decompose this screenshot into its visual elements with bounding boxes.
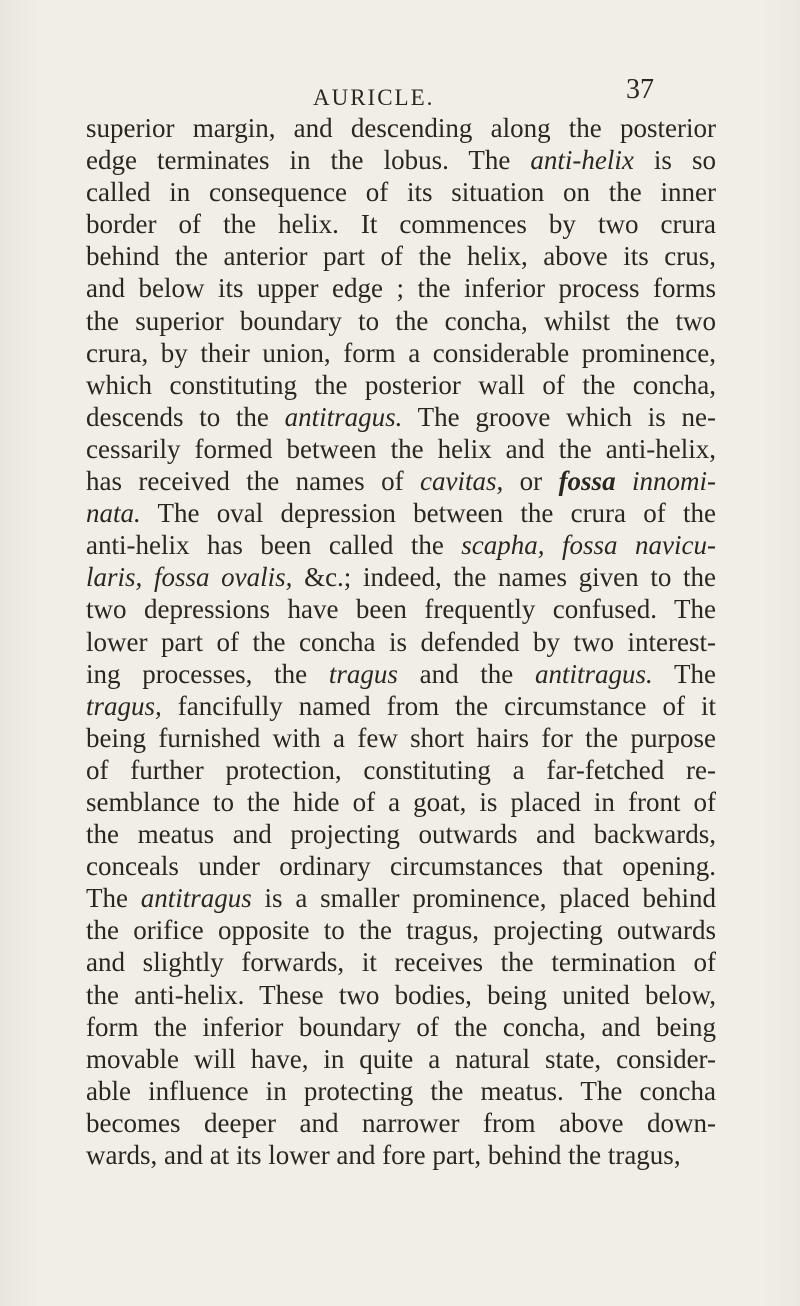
text-segment: of further protection, constituting a far-fetched re- [86, 754, 716, 785]
text-line [86, 465, 716, 497]
text-line [86, 144, 716, 176]
text-segment: cessarily formed between the helix and the anti-helix, [86, 433, 716, 464]
text-line [86, 1107, 716, 1139]
text-segment: the anti-helix. These two bodies, being united below, [86, 979, 716, 1010]
text-segment: being furnished with a few short hairs for the purpose [86, 722, 716, 753]
text-line [86, 240, 716, 272]
emphasized-term: tragus, [86, 690, 162, 721]
text-line [86, 850, 716, 882]
text-segment: border of the helix. It commences by two crura [86, 209, 716, 240]
text-segment: form the inferior boundary of the concha, and being [86, 1011, 716, 1042]
text-line [86, 1075, 716, 1107]
text-line [86, 593, 716, 625]
emphasized-term: nata. [86, 498, 141, 529]
text-segment: behind the anterior part of the helix, above its crus, [86, 241, 716, 272]
text-line [86, 1139, 716, 1171]
text-segment: becomes deeper and narrower from above down- [86, 1107, 716, 1138]
text-line [86, 658, 716, 690]
body-text [86, 112, 716, 1171]
text-line [86, 1011, 716, 1043]
text-line [86, 882, 716, 914]
text-line [86, 305, 716, 337]
text-line [86, 818, 716, 850]
text-line [86, 754, 716, 786]
emphasized-term: antitragus. [284, 401, 403, 432]
text-line [86, 1043, 716, 1075]
text-segment: The groove which is ne- [402, 401, 716, 432]
text-segment: The [652, 658, 716, 689]
text-segment: lower part of the concha is defended by two interest- [86, 626, 716, 657]
text-segment: wards, and at its lower and fore part, behind the tragus, [86, 1140, 681, 1170]
text-line [86, 208, 716, 240]
text-line [86, 112, 716, 144]
text-line [86, 176, 716, 208]
text-line [86, 722, 716, 754]
text-line [86, 433, 716, 465]
text-segment: which constituting the posterior wall of the concha, [86, 369, 716, 400]
text-segment: edge terminates in the lobus. The [86, 145, 531, 176]
text-line [86, 914, 716, 946]
text-segment: The [86, 883, 141, 914]
emphasized-term: antitragus. [535, 658, 653, 689]
text-segment: The oval depression between the crura of the [140, 498, 716, 529]
emphasized-term: cavitas, [419, 466, 504, 497]
text-line [86, 786, 716, 818]
text-line [86, 561, 716, 593]
text-segment: movable will have, in quite a natural state, consider- [86, 1043, 716, 1074]
emphasized-term: tragus [328, 658, 398, 689]
text-line [86, 337, 716, 369]
text-segment: is a smaller prominence, placed behind [251, 883, 716, 914]
emphasized-term: scapha, fossa navicu- [461, 530, 716, 561]
emphasized-term: antitragus [140, 883, 252, 914]
text-segment: anti-helix has been called the [86, 530, 462, 561]
running-title: AURICLE. [313, 85, 435, 110]
text-line [86, 979, 716, 1011]
text-segment: superior margin, and descending along the posterior [86, 113, 716, 143]
emphasized-term: anti-helix [530, 145, 634, 176]
text-segment: called in consequence of its situation on the inner [86, 177, 716, 208]
text-line [86, 497, 716, 529]
text-segment: the meatus and projecting outwards and backwards, [86, 819, 716, 850]
text-segment: and the [397, 658, 536, 689]
text-segment: has received the names of [86, 466, 420, 497]
page-number: 37 [626, 74, 654, 105]
text-segment: conceals under ordinary circumstances that opening. [86, 851, 716, 882]
text-segment: able influence in protecting the meatus. The concha [86, 1075, 716, 1106]
emphasized-term: innomi- [632, 466, 716, 497]
emphasized-term: laris, fossa ovalis, [86, 562, 293, 593]
text-segment: fancifully named from the circumstance of it [161, 690, 716, 721]
text-line [86, 690, 716, 722]
text-segment [616, 466, 632, 496]
text-line [86, 626, 716, 658]
text-segment: semblance to the hide of a goat, is placed in front of [86, 786, 716, 817]
text-segment: two depressions have been frequently confused. The [86, 594, 716, 625]
text-segment: or [503, 466, 559, 497]
text-segment: ing processes, the [86, 658, 329, 689]
text-segment: the superior boundary to the concha, whilst the two [86, 305, 716, 336]
text-segment: and slightly forwards, it receives the termination of [86, 947, 716, 978]
text-segment: crura, by their union, form a considerable prominence, [86, 337, 716, 368]
emphasized-term: fossa [558, 466, 616, 497]
text-line [86, 946, 716, 978]
text-segment: descends to the [86, 401, 285, 432]
text-segment: &c.; indeed, the names given to the [292, 562, 717, 593]
text-line [86, 272, 716, 304]
text-segment: the orifice opposite to the tragus, projecting outwards [86, 915, 716, 946]
text-line [86, 369, 716, 401]
text-segment: is so [633, 145, 716, 176]
text-line [86, 401, 716, 433]
text-segment: and below its upper edge ; the inferior process forms [86, 273, 716, 304]
text-line [86, 529, 716, 561]
